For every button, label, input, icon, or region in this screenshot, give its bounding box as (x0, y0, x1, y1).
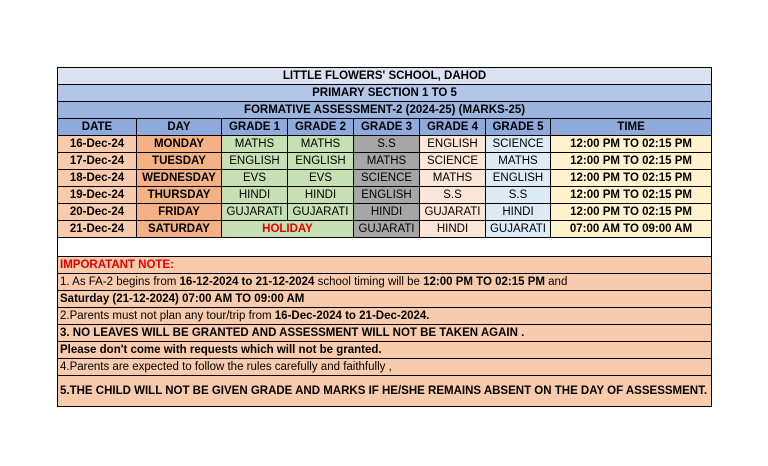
grade-4-cell: ENGLISH (420, 136, 486, 153)
table-row (58, 153, 712, 170)
note-2-text: 2.Parents must not plan any tour/trip from (60, 310, 275, 322)
header-day: DAY (137, 119, 222, 136)
grade-3-cell: ENGLISH (354, 187, 420, 204)
note-row-3b (58, 342, 712, 359)
note-1-text-a: 1. As FA-2 begins from (60, 276, 180, 288)
note-2-dates: 16-Dec-2024 to 21-Dec-2024. (274, 310, 430, 322)
grade-2-cell: HINDI (288, 187, 354, 204)
spacer-row (58, 238, 712, 257)
exam-title: FORMATIVE ASSESSMENT-2 (2024-25) (MARKS-25) (58, 102, 712, 119)
grade-3-cell: HINDI (354, 204, 420, 221)
day-cell: THURSDAY (137, 187, 222, 204)
note-1-text-c: school timing will be (314, 276, 424, 288)
date-cell: 17-Dec-24 (58, 153, 137, 170)
grade-5-cell: ENGLISH (486, 170, 551, 187)
timetable (57, 67, 712, 407)
grade-5-cell: MATHS (486, 153, 551, 170)
table-row (58, 221, 712, 238)
header-time: TIME (551, 119, 712, 136)
date-cell: 19-Dec-24 (58, 187, 137, 204)
time-cell: 12:00 PM TO 02:15 PM (551, 136, 712, 153)
grade-4-cell: SCIENCE (420, 153, 486, 170)
header-grade-2: GRADE 2 (288, 119, 354, 136)
grade-2-cell: ENGLISH (288, 153, 354, 170)
grade-2-cell: EVS (288, 170, 354, 187)
grade-5-cell: GUJARATI (486, 221, 551, 238)
header-grade-5: GRADE 5 (486, 119, 551, 136)
note-row-1 (58, 274, 712, 291)
grade-3-cell: MATHS (354, 153, 420, 170)
note-2 (58, 308, 712, 325)
header-grade-3: GRADE 3 (354, 119, 420, 136)
grade-5-cell: SCIENCE (486, 136, 551, 153)
table-row (58, 187, 712, 204)
note-1-saturday: Saturday (21-12-2024) 07:00 AM TO 09:00 AM (58, 291, 712, 308)
note-row-4 (58, 359, 712, 376)
section-title: PRIMARY SECTION 1 TO 5 (58, 85, 712, 102)
day-cell: TUESDAY (137, 153, 222, 170)
date-cell: 20-Dec-24 (58, 204, 137, 221)
grade-3-cell: S.S (354, 136, 420, 153)
time-cell: 12:00 PM TO 02:15 PM (551, 187, 712, 204)
note-1-time: 12:00 PM TO 02:15 PM (423, 276, 545, 288)
day-cell: MONDAY (137, 136, 222, 153)
grade-3-cell: SCIENCE (354, 170, 420, 187)
date-cell: 21-Dec-24 (58, 221, 137, 238)
grade-5-cell: S.S (486, 187, 551, 204)
grade-2-cell: MATHS (288, 136, 354, 153)
time-cell: 07:00 AM TO 09:00 AM (551, 221, 712, 238)
day-cell: SATURDAY (137, 221, 222, 238)
grade-3-cell: GUJARATI (354, 221, 420, 238)
grade-5-cell: HINDI (486, 204, 551, 221)
day-cell: FRIDAY (137, 204, 222, 221)
holiday-cell: HOLIDAY (222, 221, 354, 238)
header-date: DATE (58, 119, 137, 136)
date-cell: 18-Dec-24 (58, 170, 137, 187)
school-title: LITTLE FLOWERS' SCHOOL, DAHOD (58, 68, 712, 85)
note-3-requests: Please don't come with requests which will not be granted. (58, 342, 712, 359)
note-5: 5.THE CHILD WILL NOT BE GIVEN GRADE AND MARKS IF HE/SHE REMAINS ABSENT ON THE DAY OF ASSESSMENT. (58, 376, 712, 407)
grade-2-cell: GUJARATI (288, 204, 354, 221)
note-1-dates: 16-12-2024 to 21-12-2024 (179, 276, 315, 288)
header-grade-4: GRADE 4 (420, 119, 486, 136)
column-headers (58, 119, 712, 136)
day-cell: WEDNESDAY (137, 170, 222, 187)
grade-4-cell: HINDI (420, 221, 486, 238)
note-4: 4.Parents are expected to follow the rules carefully and faithfully , (58, 359, 712, 376)
table-row (58, 136, 712, 153)
grade-1-cell: HINDI (222, 187, 288, 204)
date-cell: 16-Dec-24 (58, 136, 137, 153)
grade-4-cell: GUJARATI (420, 204, 486, 221)
note-1 (58, 274, 712, 291)
note-heading: IMPORATANT NOTE: (58, 257, 712, 274)
grade-1-cell: EVS (222, 170, 288, 187)
time-cell: 12:00 PM TO 02:15 PM (551, 204, 712, 221)
time-cell: 12:00 PM TO 02:15 PM (551, 170, 712, 187)
note-row-1b (58, 291, 712, 308)
note-3: 3. NO LEAVES WILL BE GRANTED AND ASSESSMENT WILL NOT BE TAKEN AGAIN . (58, 325, 712, 342)
table-row (58, 170, 712, 187)
grade-1-cell: ENGLISH (222, 153, 288, 170)
grade-1-cell: GUJARATI (222, 204, 288, 221)
note-row-2 (58, 308, 712, 325)
time-cell: 12:00 PM TO 02:15 PM (551, 153, 712, 170)
exam-timetable-sheet (57, 67, 711, 407)
note-row-3 (58, 325, 712, 342)
note-1-text-e: and (544, 276, 568, 288)
spacer-cell (58, 238, 712, 257)
grade-4-cell: MATHS (420, 170, 486, 187)
header-grade-1: GRADE 1 (222, 119, 288, 136)
note-row-5 (58, 376, 712, 407)
table-row (58, 204, 712, 221)
grade-1-cell: MATHS (222, 136, 288, 153)
note-heading-row (58, 257, 712, 274)
grade-4-cell: S.S (420, 187, 486, 204)
